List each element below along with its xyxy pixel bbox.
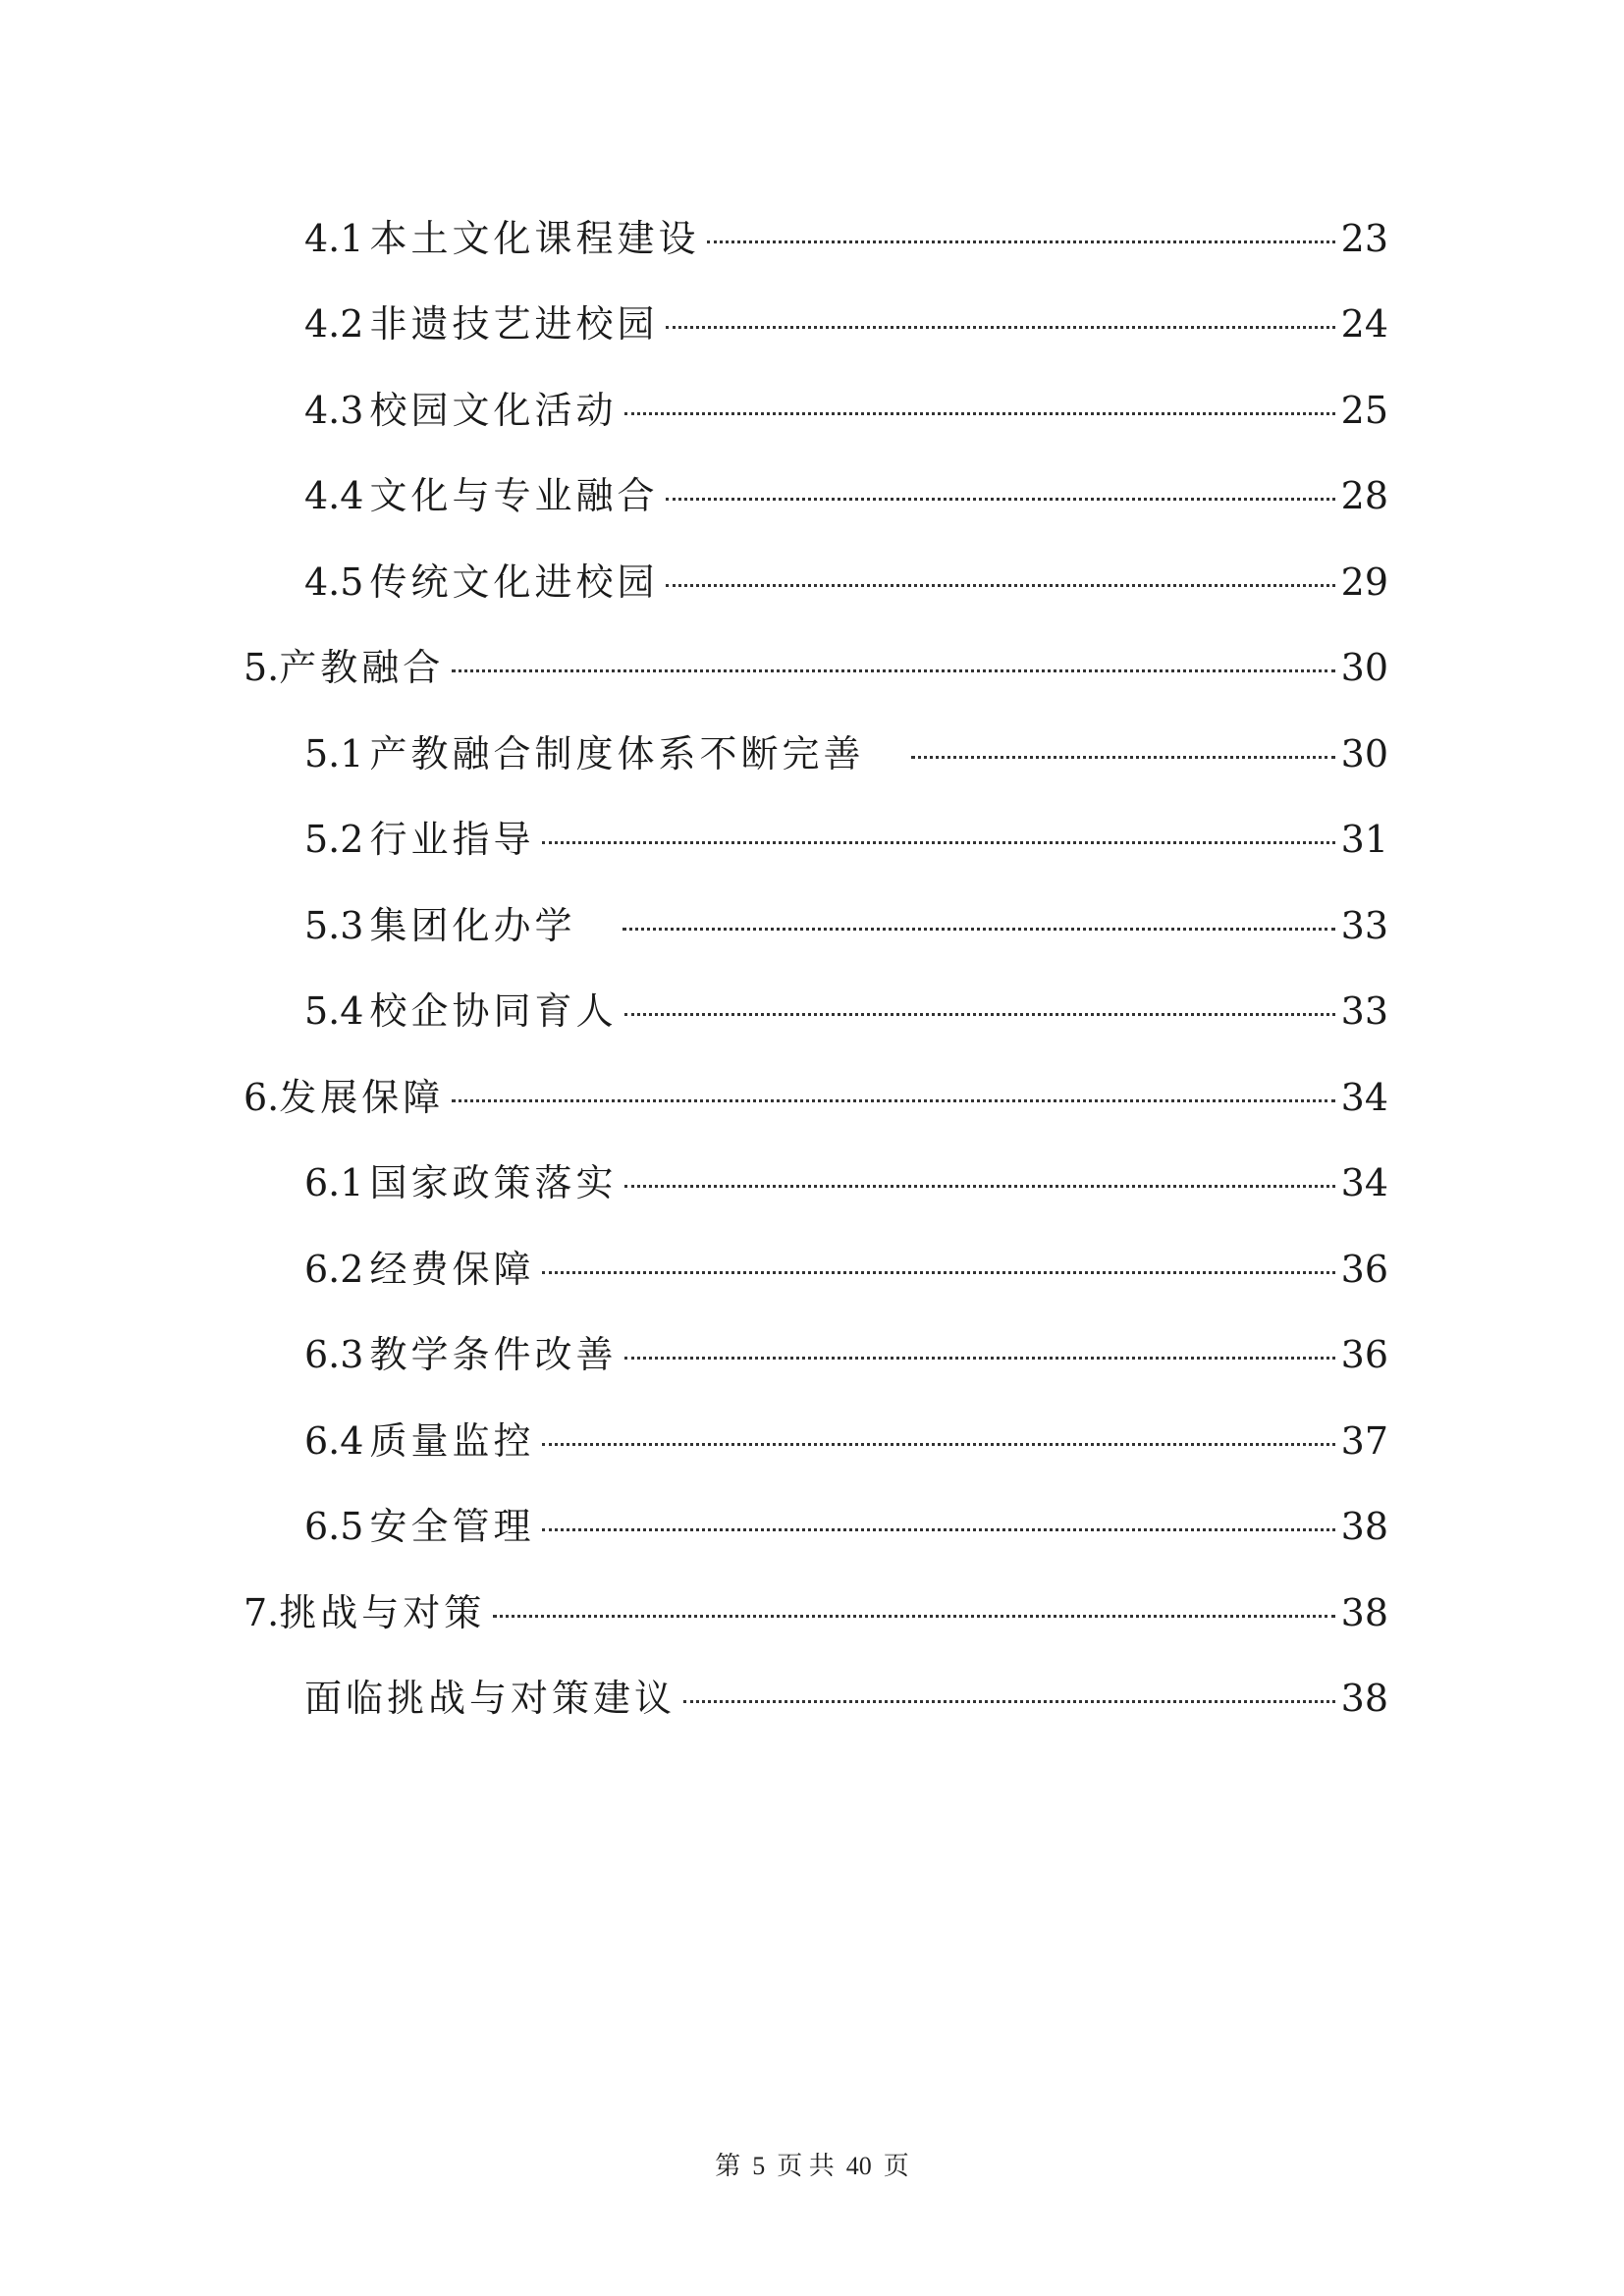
toc-entry-page: 33 (1340, 989, 1388, 1033)
toc-dot-leader (452, 669, 1334, 672)
page-footer (0, 2146, 1624, 2182)
toc-entry-number: 6.3 (304, 1333, 364, 1376)
toc-entry-page: 34 (1340, 1076, 1388, 1119)
toc-entry-title: 行业指导 (369, 818, 535, 861)
toc-entry-number: 6.1 (304, 1161, 364, 1204)
toc-entry[interactable] (304, 466, 1388, 525)
toc-dot-leader (624, 412, 1334, 415)
toc-entry-page: 30 (1340, 732, 1388, 775)
toc-dot-leader (666, 498, 1334, 501)
toc-dot-leader (666, 584, 1334, 587)
toc-entry-chapter[interactable] (244, 1068, 1388, 1127)
toc-dot-leader (542, 1271, 1334, 1274)
toc-entry-page: 28 (1340, 474, 1388, 517)
toc-entry-page: 38 (1340, 1505, 1388, 1548)
footer-suffix: 页 (883, 2152, 909, 2180)
toc-entry-number: 5.4 (304, 989, 364, 1033)
toc-entry-page: 24 (1340, 302, 1388, 346)
toc-entry-title: 安全管理 (369, 1505, 535, 1548)
toc-dot-leader (666, 326, 1334, 329)
toc-dot-leader (707, 240, 1334, 243)
toc-entry-title: 集团化办学 (369, 904, 576, 947)
toc-entry-title: 非遗技艺进校园 (369, 302, 659, 346)
toc-entry[interactable] (304, 209, 1388, 268)
toc-entry-number: 4.2 (304, 302, 364, 346)
footer-middle: 页 共 (777, 2152, 835, 2180)
toc-entry[interactable] (304, 1669, 1388, 1728)
toc-entry[interactable] (304, 724, 1388, 783)
toc-entry-page: 33 (1340, 904, 1388, 947)
toc-entry-number: 6.5 (304, 1505, 364, 1548)
toc-entry-title: 面临挑战与对策建议 (304, 1677, 677, 1720)
toc-entry[interactable] (304, 896, 1388, 955)
toc-entry[interactable] (304, 294, 1388, 353)
toc-entry-title: 产教融合 (279, 646, 445, 689)
toc-dot-leader (624, 1013, 1334, 1016)
toc-entry-title: 国家政策落实 (369, 1161, 618, 1204)
toc-dot-leader (683, 1700, 1335, 1703)
toc-dot-leader (452, 1099, 1334, 1102)
toc-dot-leader (624, 1185, 1334, 1188)
toc-entry-page: 38 (1340, 1591, 1388, 1634)
toc-entry-page: 38 (1340, 1677, 1388, 1720)
toc-entry-title: 校企协同育人 (369, 989, 618, 1033)
toc-dot-leader (542, 1528, 1334, 1531)
toc-entry-page: 30 (1340, 646, 1388, 689)
toc-entry[interactable] (304, 1412, 1388, 1470)
toc-entry-page: 29 (1340, 561, 1388, 604)
toc-entry-title: 传统文化进校园 (369, 561, 659, 604)
toc-entry[interactable] (304, 810, 1388, 869)
toc-entry-number: 4.5 (304, 561, 364, 604)
toc-entry[interactable] (304, 1325, 1388, 1384)
toc-entry-title: 校园文化活动 (369, 389, 618, 432)
toc-entry-page: 36 (1340, 1333, 1388, 1376)
toc-entry-page: 23 (1340, 217, 1388, 260)
toc-entry-number: 4.4 (304, 474, 364, 517)
toc-entry[interactable] (304, 553, 1388, 612)
toc-dot-leader (624, 1357, 1334, 1360)
footer-total-pages: 40 (845, 2152, 872, 2180)
toc-entry-number: 4.3 (304, 389, 364, 432)
toc-dot-leader (542, 841, 1334, 844)
toc-entry-title: 挑战与对策 (279, 1591, 486, 1634)
toc-entry-page: 25 (1340, 389, 1388, 432)
toc-entry-number: 6. (244, 1076, 280, 1119)
toc-entry-title: 经费保障 (369, 1248, 535, 1291)
toc-dot-leader (911, 756, 1334, 759)
toc-entry-number: 6.2 (304, 1248, 364, 1291)
toc-entry-title: 本土文化课程建设 (369, 217, 700, 260)
footer-current-page: 5 (752, 2152, 766, 2180)
toc-entry-number: 5.1 (304, 732, 364, 775)
toc-entry-chapter[interactable] (244, 1583, 1388, 1642)
toc-entry-page: 37 (1340, 1419, 1388, 1463)
toc-entry[interactable] (304, 381, 1388, 440)
footer-prefix: 第 (715, 2152, 741, 2180)
toc-entry-title: 产教融合制度体系不断完善 (369, 732, 865, 775)
toc-entry-title: 文化与专业融合 (369, 474, 659, 517)
toc-dot-leader (493, 1615, 1334, 1618)
toc-entry[interactable] (304, 1240, 1388, 1299)
toc-entry-number: 4.1 (304, 217, 364, 260)
toc-dot-leader (623, 928, 1334, 931)
toc-entry-page: 36 (1340, 1248, 1388, 1291)
toc-entry[interactable] (304, 1497, 1388, 1556)
toc-entry-number: 5.3 (304, 904, 364, 947)
toc-entry-number: 5. (244, 646, 280, 689)
toc-dot-leader (542, 1443, 1334, 1446)
toc-entry-number: 5.2 (304, 818, 364, 861)
toc-entry-title: 发展保障 (279, 1076, 445, 1119)
toc-entry-page: 34 (1340, 1161, 1388, 1204)
toc-entry-page: 31 (1340, 818, 1388, 861)
toc-entry-title: 教学条件改善 (369, 1333, 618, 1376)
toc-entry-chapter[interactable] (244, 638, 1388, 697)
toc-entry-title: 质量监控 (369, 1419, 535, 1463)
toc-entry-number: 6.4 (304, 1419, 364, 1463)
toc-entry[interactable] (304, 982, 1388, 1041)
toc-entry-number: 7. (244, 1591, 280, 1634)
toc-entry[interactable] (304, 1153, 1388, 1212)
